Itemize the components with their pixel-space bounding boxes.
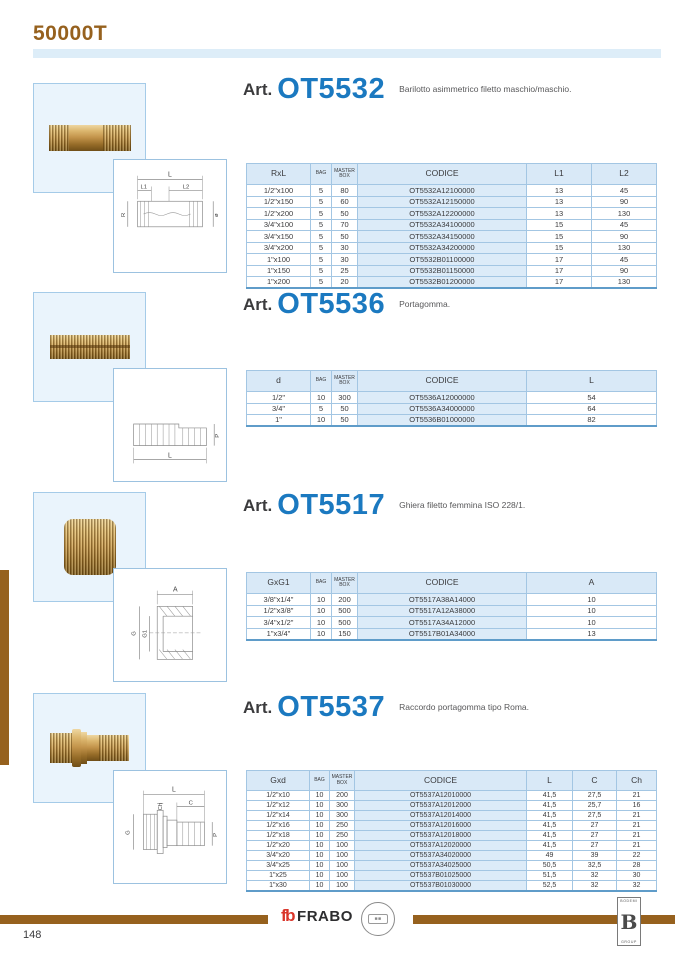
header-row (247, 164, 657, 185)
codice-cell: OT5517A38A14000 (358, 594, 527, 606)
table-row (247, 254, 657, 266)
dim-label: G (131, 631, 138, 636)
table-row (247, 403, 657, 415)
value-cell: 82 (527, 415, 657, 427)
certification-stamp-icon: ■■ (361, 902, 395, 936)
brass-fitting-photo (50, 335, 130, 359)
value-cell: 27 (573, 821, 617, 831)
art-prefix: Art. (243, 79, 273, 99)
value-cell: 1/2"x16 (247, 821, 310, 831)
value-cell: 100 (330, 861, 355, 871)
value-cell: 3/4"x200 (247, 242, 311, 254)
dim-label: R (120, 212, 127, 217)
group-logo-bottom-text: GROUP (621, 940, 637, 944)
value-cell: 500 (332, 605, 358, 617)
codice-cell: OT5537A12010000 (355, 791, 527, 801)
table-row (247, 185, 657, 197)
value-cell: 25,7 (573, 801, 617, 811)
value-cell: 150 (332, 628, 358, 640)
technical-drawing-ot5536 (113, 368, 227, 482)
page-title: 50000T (33, 22, 108, 45)
value-cell: 50 (332, 415, 358, 427)
value-cell: 41,5 (527, 821, 573, 831)
codice-cell: OT5536A12000000 (358, 392, 527, 404)
codice-cell: OT5532A34200000 (358, 242, 527, 254)
header-row (247, 771, 657, 791)
value-cell: 1/2"x3/8" (247, 605, 311, 617)
value-cell: 5 (311, 196, 332, 208)
value-cell: 300 (332, 392, 358, 404)
brass-fitting-photo (50, 729, 129, 767)
article-code: OT5537 (277, 691, 386, 723)
value-cell: 200 (332, 594, 358, 606)
value-cell: 21 (617, 791, 657, 801)
value-cell: 15 (527, 219, 592, 231)
value-cell: 50 (332, 231, 358, 243)
brass-fitting-photo (64, 519, 116, 575)
value-cell: 1"x3/4" (247, 628, 311, 640)
column-header: L (527, 371, 657, 392)
value-cell: 3/8"x1/4" (247, 594, 311, 606)
value-cell: 21 (617, 811, 657, 821)
value-cell: 10 (311, 415, 332, 427)
value-cell: 70 (332, 219, 358, 231)
value-cell: 50,5 (527, 861, 573, 871)
value-cell: 1"x30 (247, 881, 310, 891)
value-cell: 500 (332, 617, 358, 629)
column-header: C (573, 771, 617, 791)
value-cell: 10 (310, 831, 330, 841)
table-row (247, 415, 657, 427)
value-cell: 100 (330, 871, 355, 881)
footer-bar-left (0, 915, 268, 924)
column-header: Ch (617, 771, 657, 791)
article-title-ot5532 (243, 73, 572, 105)
art-prefix: Art. (243, 495, 273, 515)
value-cell: 130 (592, 208, 657, 220)
value-cell: 5 (311, 265, 332, 277)
value-cell: 41,5 (527, 801, 573, 811)
table-row (247, 871, 657, 881)
table-row (247, 231, 657, 243)
value-cell: 3/4"x100 (247, 219, 311, 231)
value-cell: 32 (573, 871, 617, 881)
dim-label: G (125, 830, 132, 835)
value-cell: 41,5 (527, 811, 573, 821)
value-cell: 1"x200 (247, 277, 311, 289)
value-cell: 10 (311, 392, 332, 404)
value-cell: 49 (527, 851, 573, 861)
value-cell: 13 (527, 196, 592, 208)
codice-cell: OT5532A34150000 (358, 231, 527, 243)
value-cell: 90 (592, 196, 657, 208)
dim-label: P (213, 832, 220, 837)
value-cell: 17 (527, 254, 592, 266)
group-logo-top-text: BODEMI (620, 899, 638, 903)
column-header: MASTER BOX (332, 371, 358, 392)
column-header: BAG (311, 573, 332, 594)
table-row (247, 851, 657, 861)
column-header: L (527, 771, 573, 791)
column-header: MASTER BOX (332, 573, 358, 594)
value-cell: 32 (573, 881, 617, 891)
value-cell: 10 (310, 801, 330, 811)
value-cell: 10 (310, 861, 330, 871)
spec-table-ot5532 (246, 163, 657, 289)
spec-table-ot5537 (246, 770, 657, 892)
header-row (247, 371, 657, 392)
page-edge-tab (0, 570, 9, 765)
value-cell: 10 (311, 628, 332, 640)
frabo-wordmark: FRABO (297, 907, 353, 925)
value-cell: 5 (311, 185, 332, 197)
value-cell: 130 (592, 277, 657, 289)
value-cell: 10 (310, 791, 330, 801)
article-code: OT5532 (277, 73, 386, 105)
value-cell: 1"x150 (247, 265, 311, 277)
spec-table-ot5536 (246, 370, 657, 427)
codice-cell: OT5537A34025000 (355, 861, 527, 871)
value-cell: 10 (311, 617, 332, 629)
value-cell: 1" (247, 415, 311, 427)
value-cell: 10 (527, 594, 657, 606)
table-row (247, 617, 657, 629)
article-description: Ghiera filetto femmina ISO 228/1. (399, 499, 526, 510)
codice-cell: OT5537A12012000 (355, 801, 527, 811)
dim-label: L (168, 171, 172, 179)
value-cell: 64 (527, 403, 657, 415)
value-cell: 130 (592, 242, 657, 254)
value-cell: 1/2"x18 (247, 831, 310, 841)
value-cell: 300 (330, 801, 355, 811)
table-row (247, 277, 657, 289)
table-row (247, 831, 657, 841)
value-cell: 10 (527, 617, 657, 629)
value-cell: 10 (310, 811, 330, 821)
codice-cell: OT5537B01030000 (355, 881, 527, 891)
dim-label: G1 (142, 629, 149, 638)
column-header: CODICE (355, 771, 527, 791)
dim-label: L (171, 786, 176, 794)
value-cell: 39 (573, 851, 617, 861)
dim-label: P (215, 433, 222, 438)
value-cell: 5 (311, 277, 332, 289)
codice-cell: OT5517A12A38000 (358, 605, 527, 617)
group-logo-letter: B (620, 909, 638, 934)
value-cell: 13 (527, 628, 657, 640)
value-cell: 54 (527, 392, 657, 404)
value-cell: 32 (617, 881, 657, 891)
value-cell: 5 (311, 242, 332, 254)
value-cell: 15 (527, 242, 592, 254)
value-cell: 21 (617, 821, 657, 831)
header-row (247, 573, 657, 594)
value-cell: 1"x100 (247, 254, 311, 266)
value-cell: 10 (310, 841, 330, 851)
value-cell: 3/4"x20 (247, 851, 310, 861)
value-cell: 17 (527, 277, 592, 289)
dim-label: L2 (182, 184, 190, 191)
value-cell: 22 (617, 851, 657, 861)
column-header: d (247, 371, 311, 392)
column-header: BAG (310, 771, 330, 791)
value-cell: 3/4"x25 (247, 861, 310, 871)
article-code: OT5536 (277, 288, 386, 320)
table-row (247, 594, 657, 606)
value-cell: 300 (330, 811, 355, 821)
value-cell: 200 (330, 791, 355, 801)
value-cell: 20 (332, 277, 358, 289)
dim-label: L (168, 452, 172, 460)
value-cell: 27,5 (573, 791, 617, 801)
dim-label: ø (214, 213, 221, 217)
table-row (247, 801, 657, 811)
brass-fitting-photo (49, 125, 131, 151)
codice-cell: OT5537A12016000 (355, 821, 527, 831)
column-header: CODICE (358, 371, 527, 392)
codice-cell: OT5532B01100000 (358, 254, 527, 266)
value-cell: 41,5 (527, 791, 573, 801)
value-cell: 52,5 (527, 881, 573, 891)
codice-cell: OT5532B01200000 (358, 277, 527, 289)
column-header: BAG (311, 371, 332, 392)
value-cell: 17 (527, 265, 592, 277)
value-cell: 28 (617, 861, 657, 871)
technical-drawing-ot5517 (113, 568, 227, 682)
article-description: Portagomma. (399, 298, 451, 309)
value-cell: 41,5 (527, 831, 573, 841)
value-cell: 1"x25 (247, 871, 310, 881)
column-header: MASTER BOX (330, 771, 355, 791)
table-row (247, 208, 657, 220)
value-cell: 1/2"x150 (247, 196, 311, 208)
value-cell: 16 (617, 801, 657, 811)
table-row (247, 811, 657, 821)
value-cell: 41,5 (527, 841, 573, 851)
article-title-ot5517 (243, 489, 526, 521)
table-row (247, 605, 657, 617)
value-cell: 3/4"x150 (247, 231, 311, 243)
codice-cell: OT5536A34000000 (358, 403, 527, 415)
column-header: MASTER BOX (332, 164, 358, 185)
value-cell: 27,5 (573, 811, 617, 821)
value-cell: 1/2"x12 (247, 801, 310, 811)
value-cell: 5 (311, 254, 332, 266)
value-cell: 1/2"x100 (247, 185, 311, 197)
value-cell: 60 (332, 196, 358, 208)
value-cell: 10 (310, 871, 330, 881)
table-row (247, 392, 657, 404)
value-cell: 1/2"x200 (247, 208, 311, 220)
value-cell: 13 (527, 185, 592, 197)
dim-label: L1 (140, 184, 148, 191)
codice-cell: OT5537A12014000 (355, 811, 527, 821)
value-cell: 51,5 (527, 871, 573, 881)
column-header: CODICE (358, 573, 527, 594)
table-row (247, 242, 657, 254)
value-cell: 30 (332, 254, 358, 266)
codice-cell: OT5532A12200000 (358, 208, 527, 220)
spec-table-ot5517 (246, 572, 657, 641)
value-cell: 5 (311, 403, 332, 415)
column-header: BAG (311, 164, 332, 185)
codice-cell: OT5532A34100000 (358, 219, 527, 231)
value-cell: 90 (592, 265, 657, 277)
value-cell: 3/4" (247, 403, 311, 415)
frabo-mark-icon: fb (281, 906, 295, 925)
column-header: Gxd (247, 771, 310, 791)
art-prefix: Art. (243, 697, 273, 717)
table-row (247, 196, 657, 208)
value-cell: 45 (592, 254, 657, 266)
header-underline (33, 49, 661, 58)
technical-drawing-ot5532 (113, 159, 227, 273)
value-cell: 50 (332, 403, 358, 415)
value-cell: 15 (527, 231, 592, 243)
value-cell: 100 (330, 841, 355, 851)
column-header: L2 (592, 164, 657, 185)
article-code: OT5517 (277, 489, 386, 521)
article-title-ot5537 (243, 691, 529, 723)
value-cell: 1/2"x10 (247, 791, 310, 801)
value-cell: 100 (330, 851, 355, 861)
codice-cell: OT5532A12150000 (358, 196, 527, 208)
column-header: GxG1 (247, 573, 311, 594)
value-cell: 10 (310, 821, 330, 831)
dim-label: A (172, 586, 178, 594)
value-cell: 3/4"x1/2" (247, 617, 311, 629)
value-cell: 45 (592, 219, 657, 231)
dim-label: C (188, 800, 193, 807)
value-cell: 5 (311, 231, 332, 243)
value-cell: 1/2"x14 (247, 811, 310, 821)
column-header: L1 (527, 164, 592, 185)
value-cell: 13 (527, 208, 592, 220)
value-cell: 27 (573, 831, 617, 841)
codice-cell: OT5537A12018000 (355, 831, 527, 841)
value-cell: 250 (330, 831, 355, 841)
page-number: 148 (23, 929, 42, 941)
table-row (247, 841, 657, 851)
value-cell: 90 (592, 231, 657, 243)
codice-cell: OT5537A34020000 (355, 851, 527, 861)
table-row (247, 265, 657, 277)
art-prefix: Art. (243, 294, 273, 314)
value-cell: 21 (617, 841, 657, 851)
value-cell: 10 (310, 851, 330, 861)
frabo-logo (281, 906, 353, 926)
value-cell: 80 (332, 185, 358, 197)
column-header: A (527, 573, 657, 594)
codice-cell: OT5532A12100000 (358, 185, 527, 197)
value-cell: 5 (311, 219, 332, 231)
dim-label: Ch (158, 802, 165, 811)
codice-cell: OT5537B01025000 (355, 871, 527, 881)
value-cell: 1/2"x20 (247, 841, 310, 851)
technical-drawing-ot5537 (113, 770, 227, 884)
table-row (247, 628, 657, 640)
value-cell: 5 (311, 208, 332, 220)
value-cell: 25 (332, 265, 358, 277)
article-title-ot5536 (243, 288, 451, 320)
value-cell: 100 (330, 881, 355, 891)
value-cell: 30 (332, 242, 358, 254)
codice-cell: OT5532B01150000 (358, 265, 527, 277)
group-logo (617, 897, 641, 946)
value-cell: 21 (617, 831, 657, 841)
table-row (247, 791, 657, 801)
column-header: CODICE (358, 164, 527, 185)
value-cell: 10 (311, 594, 332, 606)
table-row (247, 219, 657, 231)
value-cell: 250 (330, 821, 355, 831)
article-description: Barilotto asimmetrico filetto maschio/maschio. (399, 83, 572, 94)
column-header: RxL (247, 164, 311, 185)
value-cell: 27 (573, 841, 617, 851)
value-cell: 10 (310, 881, 330, 891)
table-row (247, 821, 657, 831)
value-cell: 50 (332, 208, 358, 220)
value-cell: 30 (617, 871, 657, 881)
table-row (247, 881, 657, 891)
value-cell: 1/2" (247, 392, 311, 404)
codice-cell: OT5536B01000000 (358, 415, 527, 427)
table-row (247, 861, 657, 871)
value-cell: 45 (592, 185, 657, 197)
value-cell: 32,5 (573, 861, 617, 871)
codice-cell: OT5517B01A34000 (358, 628, 527, 640)
codice-cell: OT5537A12020000 (355, 841, 527, 851)
value-cell: 10 (311, 605, 332, 617)
article-description: Raccordo portagomma tipo Roma. (399, 701, 529, 712)
codice-cell: OT5517A34A12000 (358, 617, 527, 629)
value-cell: 10 (527, 605, 657, 617)
